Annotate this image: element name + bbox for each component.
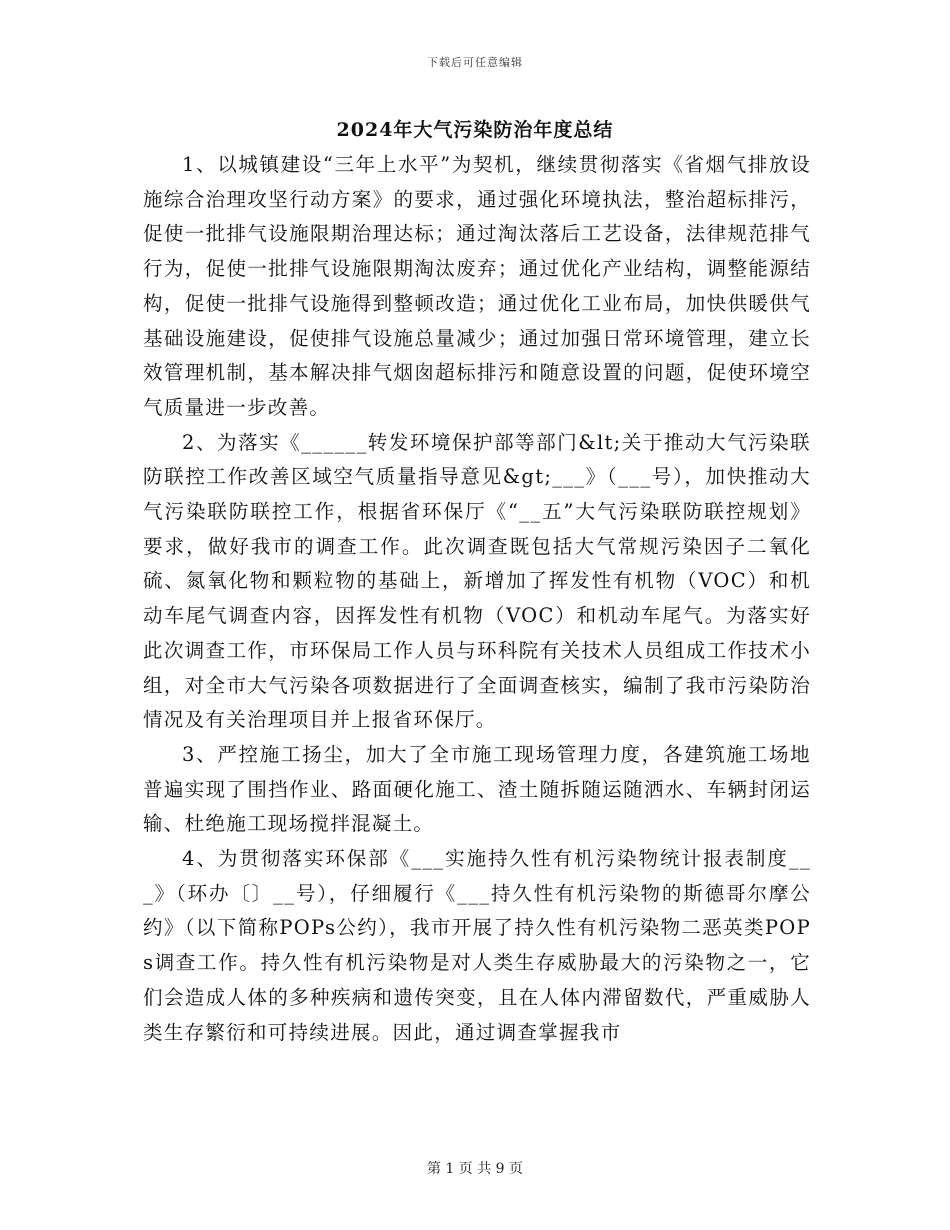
document-body — [143, 148, 811, 1050]
paragraph-2: 2、为落实《______转发环境保护部等部门&lt;关于推动大气污染联防联控工作改善区域空气质量指导意见&gt;___》（___号），加快推动大气污染联防联控工作，根据省环保厅《“__五”大气污染联防联控规划》要求，做好我市的调查工作。此次调查既包括大气常规污染因子二氧化硫、氮氧化物和颗粒物的基础上，新增加了挥发性有机物（VOC）和机动车尾气调查内容，因挥发性有机物（VOC）和机动车尾气。为落实好此次调查工作，市环保局工作人员与环科院有关技术人员组成工作技术小组，对全市大气污染各项数据进行了全面调查核实，编制了我市污染防治情况及有关治理项目并上报省环保厅。 — [143, 430, 811, 732]
page-header-note: 下载后可任意编辑 — [427, 56, 523, 69]
paragraph-4: 4、为贯彻落实环保部《___实施持久性有机污染物统计报表制度___》（环办〔〕__号），仔细履行《___持久性有机污染物的斯德哥尔摩公约》（以下简称POPs公约），我市开展了持久性有机污染物二恶英类POPs调查工作。持久性有机污染物是对人类生存威胁最大的污染物之一，它们会造成人体的多种疾病和遗传突变，且在人体内滞留数代，严重威胁人类生存繁衍和可持续进展。因此，通过调查掌握我市 — [143, 847, 811, 1044]
paragraph-1: 1、以城镇建设“三年上水平”为契机，继续贯彻落实《省烟气排放设施综合治理攻坚行动方案》的要求，通过强化环境执法，整治超标排污，促使一批排气设施限期治理达标；通过淘汰落后工艺设备，法律规范排气行为，促使一批排气设施限期淘汰废弃；通过优化产业结构，调整能源结构，促使一批排气设施得到整顿改造；通过优化工业布局，加快供暖供气基础设施建设，促使排气设施总量减少；通过加强日常环境管理，建立长效管理机制，基本解决排气烟囱超标排污和随意设置的问题，促使环境空气质量进一步改善。 — [143, 153, 811, 419]
document-title: 2024年大气污染防治年度总结 — [336, 119, 614, 141]
paragraph-3: 3、严控施工扬尘，加大了全市施工现场管理力度，各建筑施工场地普遍实现了围挡作业、路面硬化施工、渣土随拆随运随洒水、车辆封闭运输、杜绝施工现场搅拌混凝土。 — [143, 742, 811, 836]
page-number-footer: 第 1 页 共 9 页 — [426, 1161, 524, 1177]
